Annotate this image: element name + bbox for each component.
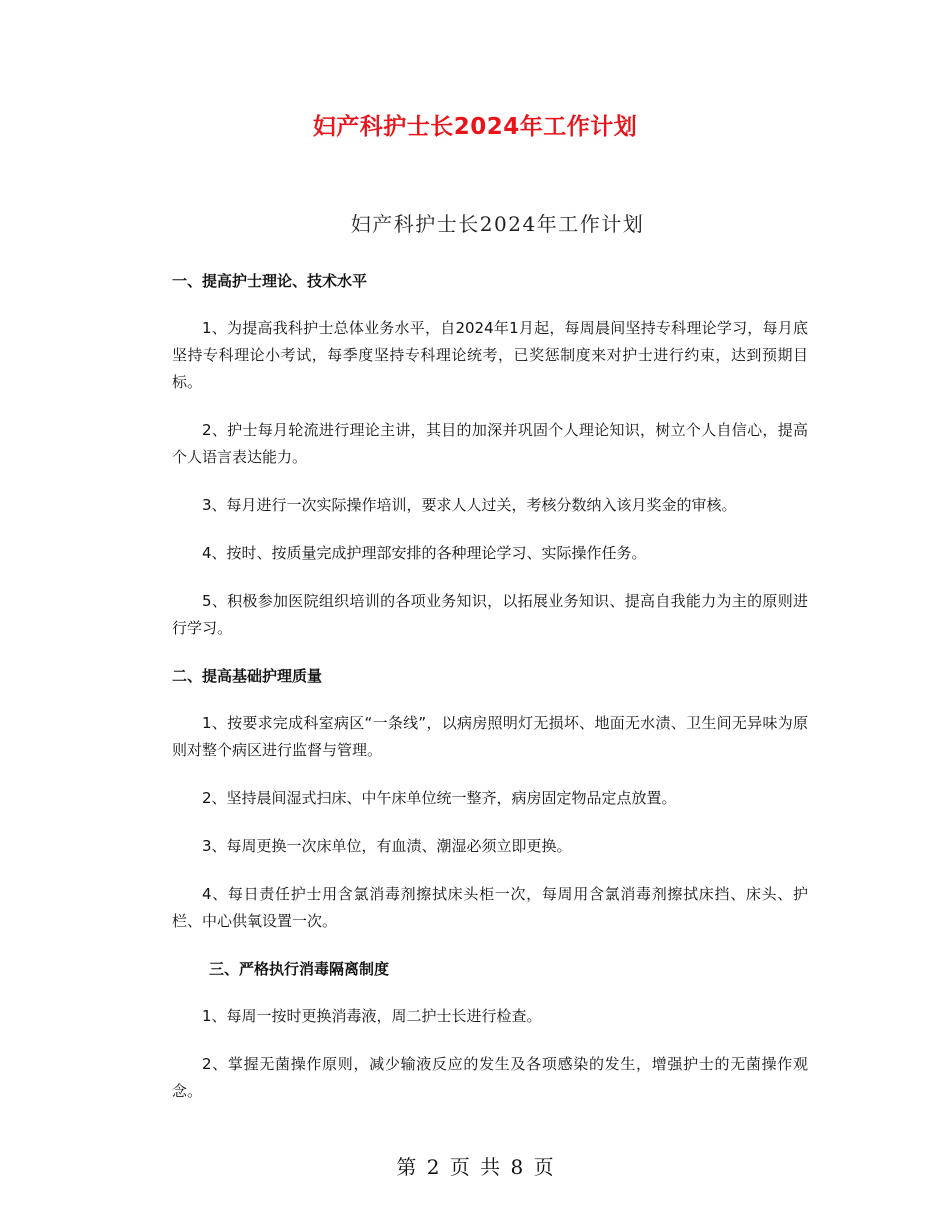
section-2-item-4: 4、每日责任护士用含氯消毒剂擦拭床头柜一次，每周用含氯消毒剂擦拭床挡、床头、护栏、中心供氧设置一次。 bbox=[172, 885, 808, 930]
section-1-item-1: 1、为提高我科护士总体业务水平，自2024年1月起，每周晨间坚持专科理论学习，每月底坚持专科理论小考试，每季度坚持专科理论统考，已奖惩制度来对护士进行约束，达到预期目标。 bbox=[172, 319, 808, 391]
page-number-footer: 第 2 页 共 8 页 bbox=[396, 1155, 554, 1179]
section-1-item-4: 4、按时、按质量完成护理部安排的各种理论学习、实际操作任务。 bbox=[202, 544, 647, 562]
section-1-item-2: 2、护士每月轮流进行理论主讲，其目的加深并巩固个人理论知识，树立个人自信心，提高个人语言表达能力。 bbox=[172, 421, 808, 466]
section-2-item-3: 3、每周更换一次床单位，有血渍、潮湿必须立即更换。 bbox=[202, 837, 572, 855]
section-heading-3: 三、严格执行消毒隔离制度 bbox=[209, 960, 390, 978]
document-body bbox=[172, 268, 808, 1126]
document-main-title: 妇产科护士长2024年工作计划 bbox=[312, 114, 638, 140]
section-heading-2: 二、提高基础护理质量 bbox=[172, 667, 323, 685]
section-1-item-5: 5、积极参加医院组织培训的各项业务知识，以拓展业务知识、提高自我能力为主的原则进行学习。 bbox=[172, 592, 808, 637]
section-2-item-1: 1、按要求完成科室病区“一条线”，以病房照明灯无损坏、地面无水渍、卫生间无异味为原则对整个病区进行监督与管理。 bbox=[172, 714, 808, 759]
section-3-item-1: 1、每周一按时更换消毒液，周二护士长进行检查。 bbox=[202, 1007, 542, 1025]
section-1-item-3: 3、每月进行一次实际操作培训，要求人人过关，考核分数纳入该月奖金的审核。 bbox=[202, 496, 737, 514]
section-3-item-2: 2、掌握无菌操作原则，减少输液反应的发生及各项感染的发生，增强护士的无菌操作观念。 bbox=[172, 1055, 808, 1100]
document-sub-title: 妇产科护士长2024年工作计划 bbox=[350, 212, 645, 236]
section-heading-1: 一、提高护士理论、技术水平 bbox=[172, 272, 368, 290]
section-2-item-2: 2、坚持晨间湿式扫床、中午床单位统一整齐，病房固定物品定点放置。 bbox=[202, 789, 677, 807]
